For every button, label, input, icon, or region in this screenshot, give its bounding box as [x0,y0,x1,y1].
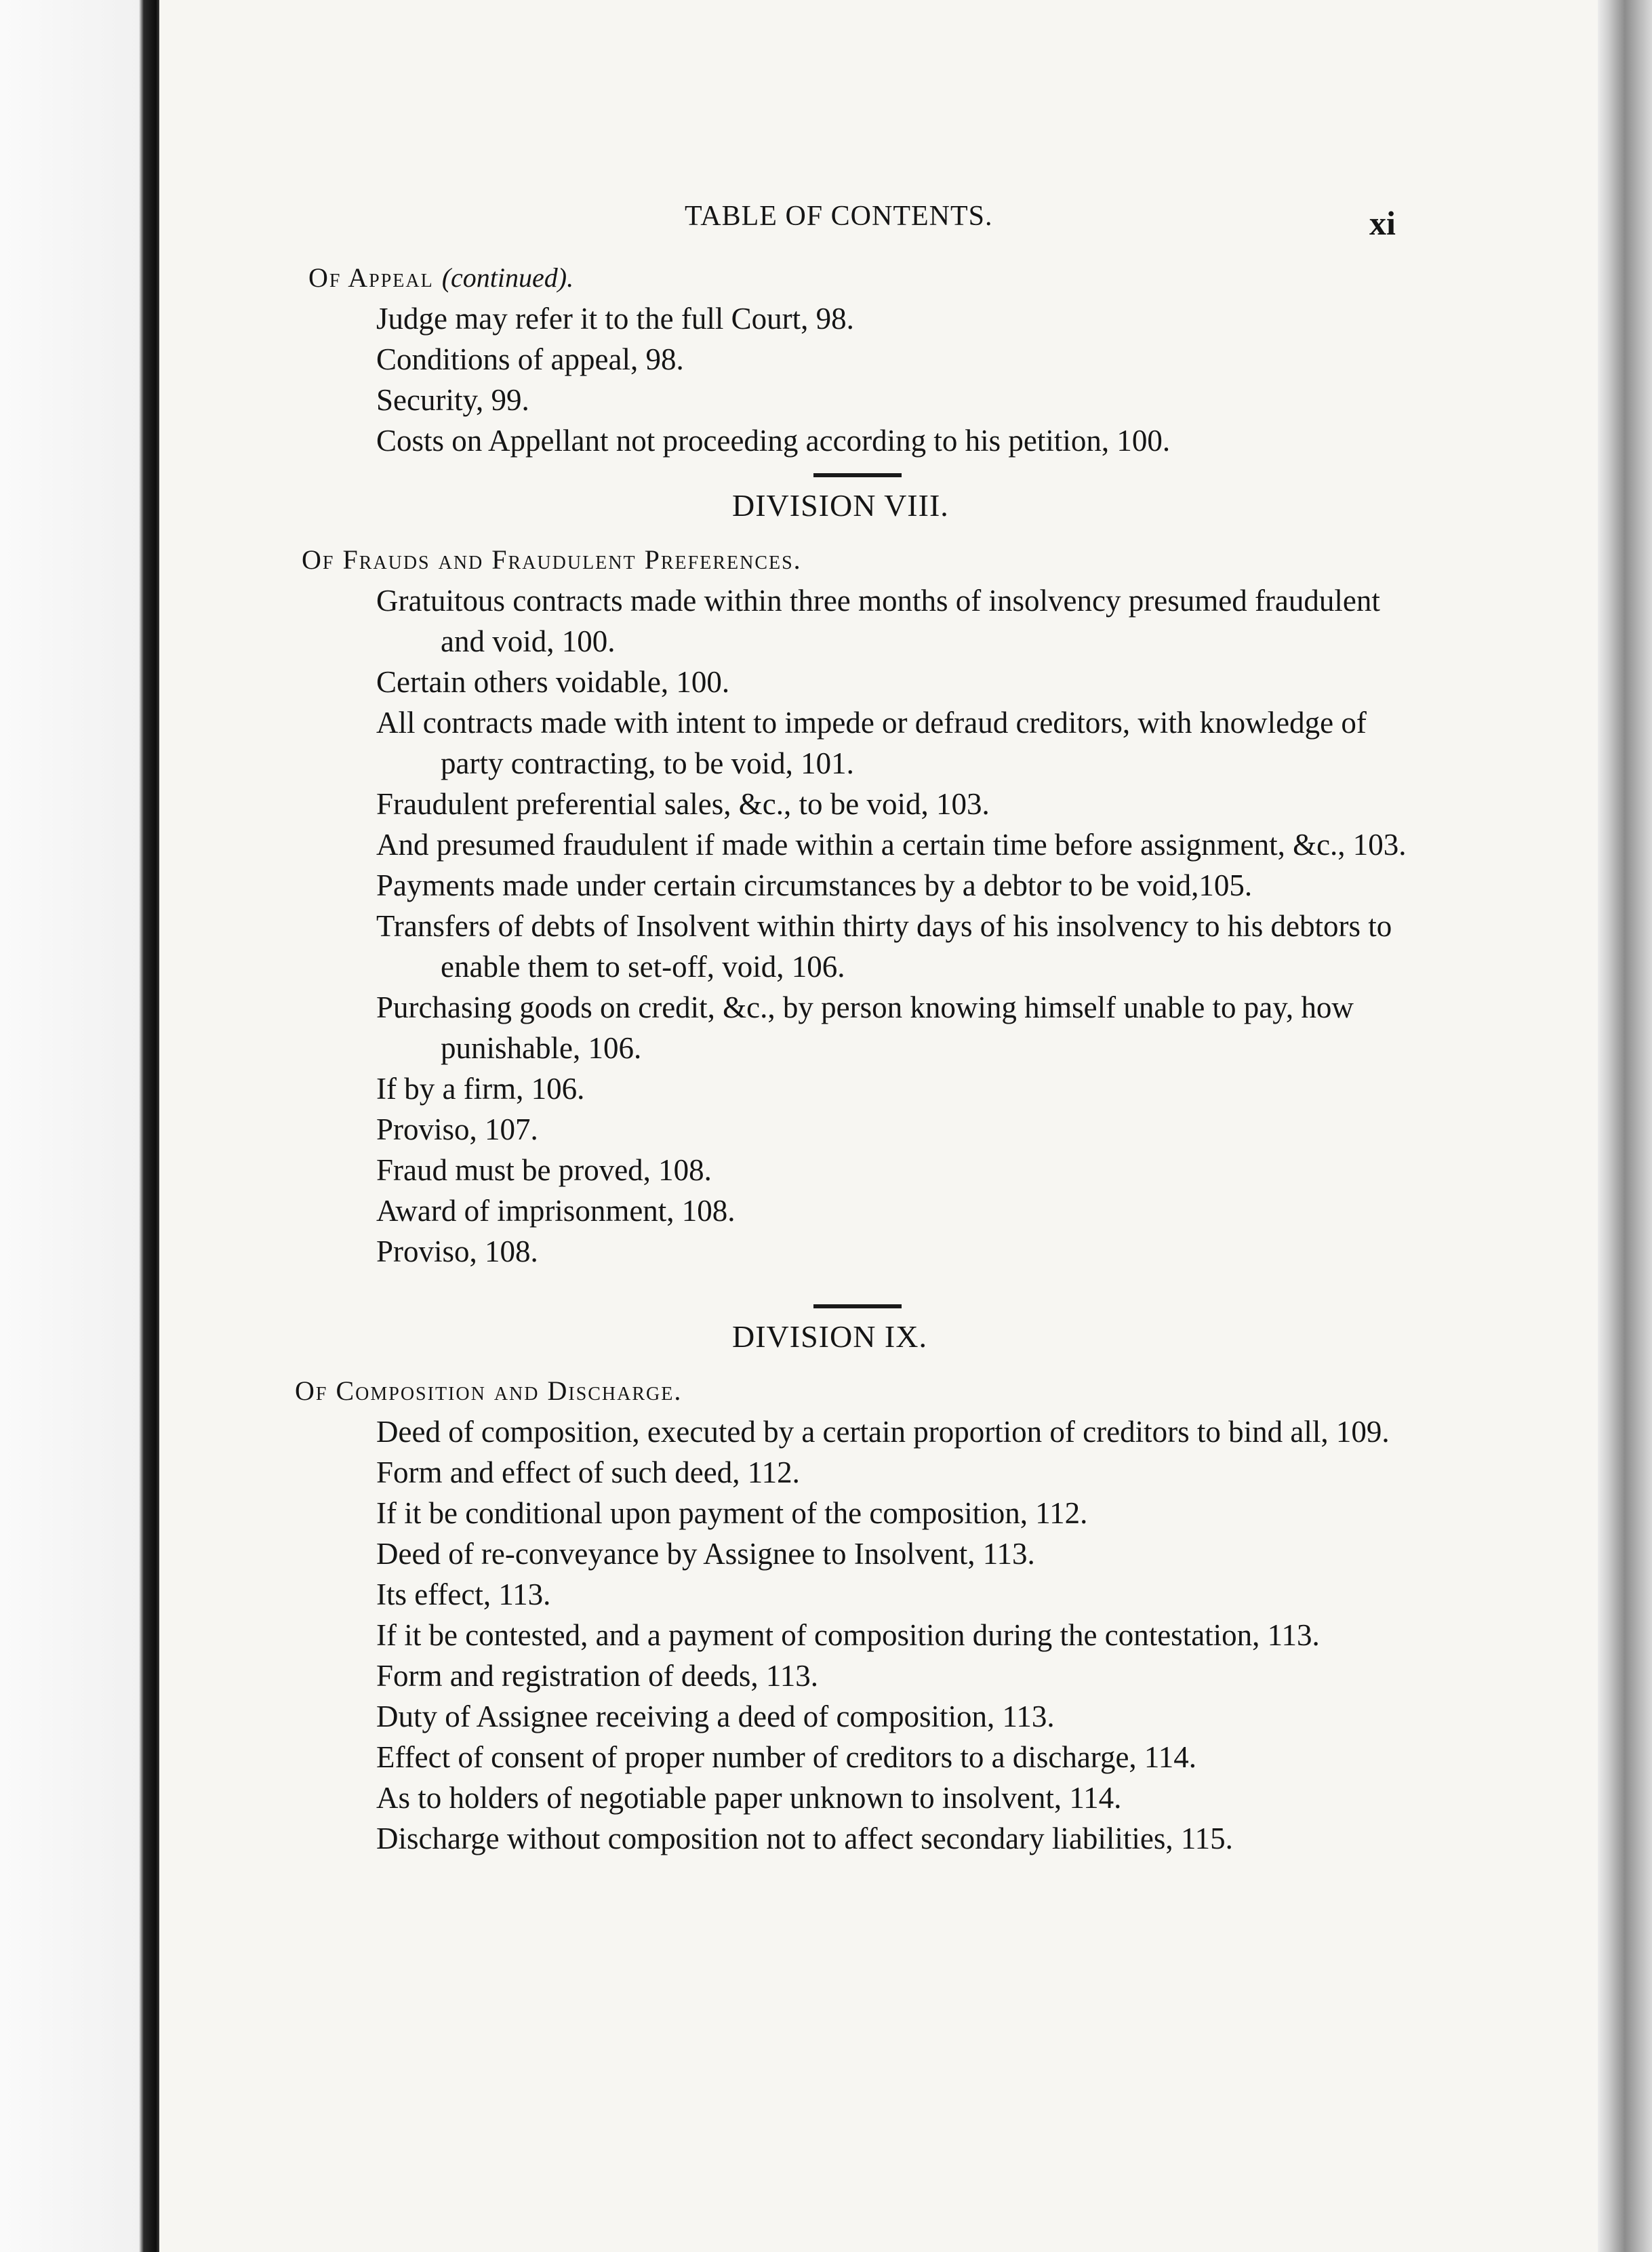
toc-entry: And presumed fraudulent if made within a certain time before assignment, &c., 103. [376,828,1407,862]
toc-entry: If it be conditional upon payment of the composition, 112. [376,1496,1088,1530]
toc-entry: Form and registration of deeds, 113. [376,1659,818,1693]
toc-entry: Costs on Appellant not proceeding according to his petition, 100. [376,424,1171,458]
division-title-viii: DIVISION VIII. [732,488,949,523]
toc-entry: Payments made under certain circumstances by a debtor to be void,105. [376,868,1253,902]
toc-entry: If it be contested, and a payment of composition during the contestation, 113. [376,1618,1320,1652]
book-spine-shadow [0,0,159,2252]
toc-entry: Deed of re-conveyance by Assignee to Insolvent, 113. [376,1537,1035,1571]
section-heading-frauds: Of Frauds and Fraudulent Preferences. [302,544,802,575]
toc-entry: Effect of consent of proper number of creditors to a discharge, 114. [376,1740,1197,1774]
toc-entry: As to holders of negotiable paper unknown to insolvent, 114. [376,1781,1122,1815]
toc-entry: Certain others voidable, 100. [376,665,730,699]
page-number: xi [1369,204,1396,242]
toc-entry: Security, 99. [376,383,529,417]
toc-entry: Fraud must be proved, 108. [376,1153,712,1187]
divider-rule [813,1304,902,1308]
toc-entry: Form and effect of such deed, 112. [376,1455,800,1489]
toc-entry: Judge may refer it to the full Court, 98. [376,302,854,336]
toc-entry: Gratuitous contracts made within three months of insolvency presumed fraudulent and void, 100. [376,584,1380,658]
divider-rule [813,473,902,477]
page-edge-shadow [1598,0,1652,2252]
toc-entry: Fraudulent preferential sales, &c., to be void, 103. [376,787,990,821]
toc-entry: Proviso, 108. [376,1234,538,1268]
toc-entry: Award of imprisonment, 108. [376,1194,736,1228]
toc-entry: Duty of Assignee receiving a deed of composition, 113. [376,1700,1055,1733]
toc-entry: All contracts made with intent to impede or defraud creditors, with knowledge of party contracting, to be void, 101. [376,706,1367,780]
section-heading-note: (continued). [441,262,574,293]
section-heading-composition: Of Composition and Discharge. [295,1375,683,1406]
toc-entry: If by a firm, 106. [376,1072,585,1106]
toc-entry: Purchasing goods on credit, &c., by person knowing himself unable to pay, how punishable, 106. [376,990,1354,1065]
toc-entry: Deed of composition, executed by a certain proportion of creditors to bind all, 109. [376,1415,1390,1449]
toc-entry: Transfers of debts of Insolvent within thirty days of his insolvency to his debtors to enable them to set-off, void, 106. [376,909,1392,984]
toc-entry: Discharge without composition not to affect secondary liabilities, 115. [376,1822,1233,1855]
section-heading-appeal [308,258,1407,298]
section-heading-text: Of Appeal [308,262,434,293]
division-title-ix: DIVISION IX. [732,1319,927,1354]
running-head: TABLE OF CONTENTS. [685,201,993,232]
contents-body [295,197,1407,1859]
toc-entry: Proviso, 107. [376,1112,538,1146]
toc-entry: Conditions of appeal, 98. [376,342,684,376]
toc-entry: Its effect, 113. [376,1577,551,1611]
